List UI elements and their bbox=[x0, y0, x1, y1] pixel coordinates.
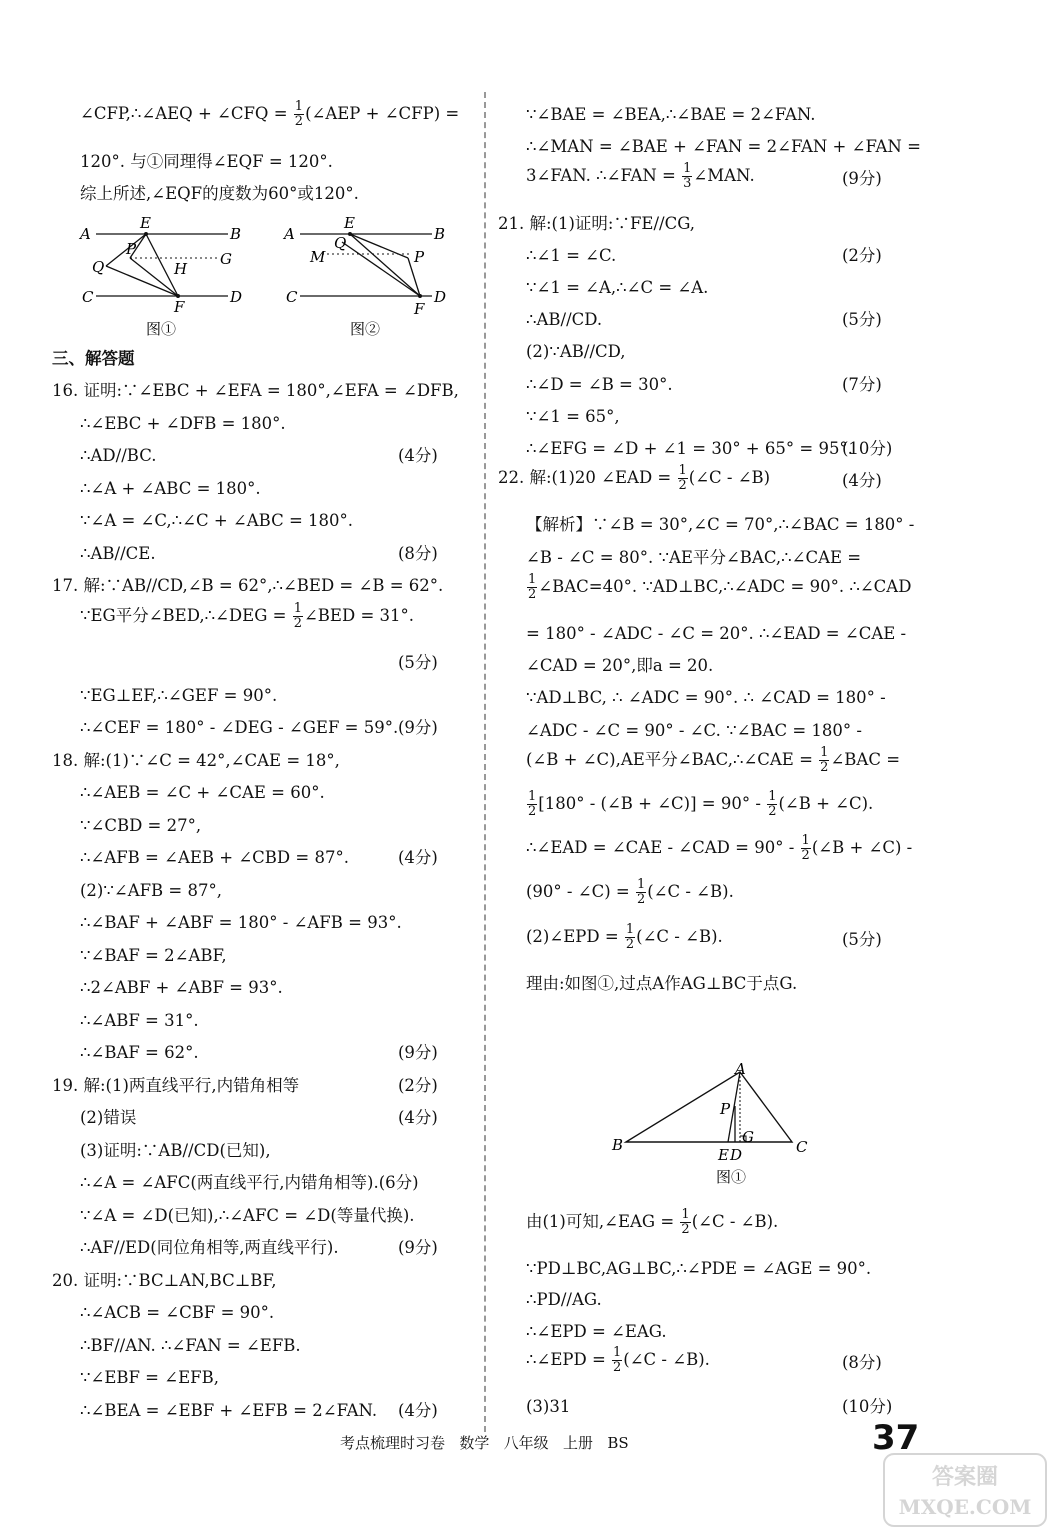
text-line: ∴PD//AG. bbox=[526, 1290, 602, 1309]
text-segment: (2)∠EPD = bbox=[526, 926, 624, 946]
score-label: (10分) bbox=[842, 439, 893, 458]
text-segment: 由(1)可知,∠EAG = bbox=[526, 1212, 680, 1231]
fraction bbox=[625, 923, 635, 952]
text-line: ∵EG⊥EF,∴∠GEF = 90°. bbox=[80, 685, 278, 705]
fraction-denominator: 3 bbox=[683, 176, 692, 192]
text-line: ∴∠BEA = ∠EBF + ∠EFB = 2∠FAN. bbox=[80, 1400, 378, 1420]
score-label: (8分) bbox=[398, 543, 438, 563]
text-segment: ∠BAC=40°. ∵AD⊥BC,∴∠ADC = 90°. ∴∠CAD bbox=[538, 576, 912, 596]
text-line bbox=[526, 746, 900, 775]
tri-label-e: E bbox=[718, 1146, 729, 1164]
fig1-label-b: B bbox=[230, 225, 242, 243]
text-line: ∴∠AEB = ∠C + ∠CAE = 60°. bbox=[80, 783, 325, 802]
text-line bbox=[80, 100, 459, 129]
fraction-denominator: 2 bbox=[678, 478, 687, 494]
fraction-denominator: 2 bbox=[613, 1360, 622, 1375]
score-label: (4分) bbox=[398, 1108, 438, 1127]
text-line: ∴∠AFB = ∠AEB + ∠CBD = 87°. bbox=[80, 848, 349, 867]
text-line: ∵AD⊥BC, ∴ ∠ADC = 90°. ∴ ∠CAD = 180° - bbox=[526, 688, 886, 708]
fraction-denominator: 2 bbox=[528, 804, 537, 819]
text-segment: (∠C - ∠B). bbox=[691, 1212, 779, 1231]
fig2-label-m: M bbox=[310, 248, 326, 266]
text-segment: ∠BED = 31°. bbox=[303, 605, 415, 625]
fig2-label-f: F bbox=[414, 300, 425, 318]
text-line: ∵∠1 = 65°, bbox=[526, 406, 620, 426]
footer-book: 考点梳理时习卷 bbox=[340, 1434, 446, 1452]
text-line: = 180° - ∠ADC - ∠C = 20°. ∴∠EAD = ∠CAE - bbox=[526, 624, 907, 643]
text-line bbox=[80, 151, 333, 173]
score-label: (9分) bbox=[398, 1238, 438, 1257]
tri-label-g: G bbox=[742, 1128, 754, 1146]
footer-grade: 八年级 bbox=[503, 1434, 549, 1452]
fraction-denominator: 2 bbox=[681, 1222, 690, 1237]
page-footer bbox=[340, 1432, 629, 1453]
text-segment: (∠C - ∠B). bbox=[636, 926, 723, 946]
text-segment: ∴∠EAD = ∠CAE - ∠CAD = 90° - bbox=[526, 838, 800, 858]
text-line bbox=[526, 834, 912, 863]
watermark-logo bbox=[880, 1450, 1050, 1530]
fraction-numerator: 1 bbox=[801, 833, 810, 849]
text-line: ∴∠1 = ∠C. bbox=[526, 245, 617, 265]
text-line bbox=[526, 878, 734, 907]
text-line: (2)∵∠AFB = 87°, bbox=[80, 880, 222, 900]
fig1-label-a: A bbox=[80, 225, 91, 243]
fraction bbox=[678, 464, 688, 493]
tri-caption: 图① bbox=[716, 1168, 747, 1186]
page-number: 37 bbox=[872, 1418, 920, 1458]
text-line: ∴AB//CD. bbox=[526, 310, 603, 330]
fig1-label-p: P bbox=[126, 240, 137, 258]
footer-volume: 上册 bbox=[562, 1434, 593, 1452]
fraction bbox=[767, 790, 777, 819]
fraction-denominator: 2 bbox=[768, 804, 777, 819]
text-line: ∴∠BAF + ∠ABF = 180° - ∠AFB = 93°. bbox=[80, 913, 402, 932]
score-label: (5分) bbox=[398, 653, 438, 672]
text-line: ∴2∠ABF + ∠ABF = 93°. bbox=[80, 978, 283, 997]
text-line: ∵∠EBF = ∠EFB, bbox=[80, 1368, 219, 1387]
text-line: 【解析】∵∠B = 30°,∠C = 70°,∴∠BAC = 180° - bbox=[526, 515, 915, 535]
text-line: 17. 解:∵AB//CD,∠B = 62°,∴∠BED = ∠B = 62°. bbox=[52, 576, 444, 595]
score-label: (10分) bbox=[842, 1396, 893, 1416]
fraction bbox=[819, 746, 829, 775]
text-segment: ∠CFP,∴∠AEQ + ∠CFQ = bbox=[80, 104, 293, 123]
text-line bbox=[526, 162, 755, 191]
text-line: 18. 解:(1)∵∠C = 42°,∠CAE = 18°, bbox=[52, 750, 340, 770]
text-line: 20. 证明:∵BC⊥AN,BC⊥BF, bbox=[52, 1270, 277, 1290]
fraction-numerator: 1 bbox=[683, 161, 692, 177]
text-segment: (∠AEP + ∠CFP) = bbox=[305, 104, 460, 123]
text-line: 理由:如图①,过点A作AG⊥BC于点G. bbox=[526, 973, 798, 993]
text-line: (3)31 bbox=[526, 1396, 571, 1416]
text-line bbox=[80, 183, 359, 205]
fraction bbox=[612, 1346, 622, 1375]
text-line: 21. 解:(1)证明:∵FE//CG, bbox=[498, 213, 696, 233]
fraction-denominator: 2 bbox=[293, 615, 302, 631]
fraction-denominator: 2 bbox=[625, 936, 635, 952]
score-label: (5分) bbox=[842, 310, 882, 330]
fig1-label-c: C bbox=[82, 288, 94, 306]
column-divider bbox=[484, 92, 486, 1432]
fig2-label-c: C bbox=[286, 288, 298, 306]
text-line: ∵∠BAE = ∠BEA,∴∠BAE = 2∠FAN. bbox=[526, 105, 816, 124]
fraction-numerator: 1 bbox=[681, 1207, 690, 1222]
fig2-label-q: Q bbox=[334, 234, 347, 252]
fig1-label-e: E bbox=[140, 214, 151, 232]
score-label: (9分) bbox=[842, 169, 882, 189]
fig1-caption: 图① bbox=[146, 320, 177, 338]
text-line: ∵∠A = ∠D(已知),∴∠AFC = ∠D(等量代换). bbox=[80, 1205, 415, 1225]
fraction-denominator: 2 bbox=[294, 114, 304, 129]
fraction-numerator: 1 bbox=[768, 789, 777, 804]
fraction-numerator: 1 bbox=[293, 600, 302, 616]
fraction bbox=[527, 573, 537, 602]
svg-text:MXQE.COM: MXQE.COM bbox=[898, 1495, 1032, 1519]
text-line: ∴AD//BC. bbox=[80, 446, 157, 465]
text-segment: 22. 解:(1)20 ∠EAD = bbox=[498, 468, 677, 488]
text-segment: (∠B + ∠C). bbox=[778, 794, 874, 813]
section-heading: 三、解答题 bbox=[52, 349, 135, 368]
text-segment: (∠B + ∠C),AE平分∠BAC,∴∠CAE = bbox=[526, 749, 819, 769]
footer-subject: 数学 bbox=[459, 1434, 490, 1452]
text-line: 16. 证明:∵∠EBC + ∠EFA = 180°,∠EFA = ∠DFB, bbox=[52, 381, 459, 400]
text-line bbox=[526, 790, 873, 819]
fraction-denominator: 2 bbox=[820, 759, 829, 775]
fraction-denominator: 2 bbox=[801, 848, 810, 864]
text-line: (2)∵AB//CD, bbox=[526, 342, 626, 362]
text-line: ∵∠BAF = 2∠ABF, bbox=[80, 945, 227, 965]
text-line: 19. 解:(1)两直线平行,内错角相等 bbox=[52, 1075, 300, 1095]
text-line: ∴∠BAF = 62°. bbox=[80, 1043, 199, 1062]
fraction-numerator: 1 bbox=[625, 921, 635, 937]
fraction bbox=[527, 790, 537, 819]
text-line: ∴∠A + ∠ABC = 180°. bbox=[80, 478, 261, 498]
text-line: ∴BF//AN. ∴∠FAN = ∠EFB. bbox=[80, 1335, 301, 1355]
text-line: ∵∠CBD = 27°, bbox=[80, 815, 202, 835]
text-line: ∴∠ACB = ∠CBF = 90°. bbox=[80, 1303, 275, 1322]
tri-label-a: A bbox=[735, 1060, 746, 1078]
text-line: ∵PD⊥BC,AG⊥BC,∴∠PDE = ∠AGE = 90°. bbox=[526, 1258, 872, 1278]
text-segment: 3∠FAN. ∴∠FAN = bbox=[526, 166, 682, 186]
fraction bbox=[293, 602, 303, 631]
score-label: (4分) bbox=[398, 1400, 438, 1420]
fraction bbox=[680, 1208, 690, 1237]
text-line: ∵∠A = ∠C,∴∠C + ∠ABC = 180°. bbox=[80, 511, 354, 530]
score-label: (8分) bbox=[842, 1353, 882, 1372]
score-label: (4分) bbox=[398, 446, 438, 465]
text-line bbox=[526, 1208, 778, 1237]
fig1-label-q: Q bbox=[92, 258, 105, 276]
fig2-label-p: P bbox=[414, 248, 425, 266]
text-line: ∴∠EFG = ∠D + ∠1 = 30° + 65° = 95°. bbox=[526, 439, 853, 458]
tri-label-d: D bbox=[730, 1146, 743, 1164]
text-segment: (∠C - ∠B). bbox=[623, 1350, 710, 1369]
fig2-label-e: E bbox=[344, 214, 355, 232]
fraction-denominator: 2 bbox=[528, 586, 537, 602]
text-line: ∠ADC - ∠C = 90° - ∠C. ∵∠BAC = 180° - bbox=[526, 720, 862, 740]
text-segment: ∠BAC = bbox=[830, 749, 901, 769]
fraction-numerator: 1 bbox=[678, 463, 687, 479]
text-line bbox=[498, 464, 770, 493]
figure-2 bbox=[282, 210, 457, 340]
text-line: ∠B - ∠C = 80°. ∵AE平分∠BAC,∴∠CAE = bbox=[526, 547, 862, 567]
text-line: ∴∠EBC + ∠DFB = 180°. bbox=[80, 413, 286, 433]
figure-1 bbox=[78, 210, 253, 340]
score-label: (9分) bbox=[398, 718, 438, 737]
tri-label-p: P bbox=[720, 1100, 731, 1118]
text-line: ∴∠D = ∠B = 30°. bbox=[526, 374, 673, 394]
fig1-label-f: F bbox=[174, 298, 185, 316]
text-line: ∴AF//ED(同位角相等,两直线平行). bbox=[80, 1238, 339, 1257]
tri-label-b: B bbox=[612, 1136, 624, 1154]
fraction bbox=[801, 834, 811, 863]
text-segment: [180° - (∠B + ∠C)] = 90° - bbox=[538, 794, 767, 813]
fig1-label-g: G bbox=[220, 250, 232, 268]
fraction-numerator: 1 bbox=[613, 1345, 622, 1360]
text-segment: ∵EG平分∠BED,∴∠DEG = bbox=[80, 605, 292, 625]
text-line: (2)错误 bbox=[80, 1108, 137, 1127]
score-label: (7分) bbox=[842, 374, 882, 394]
text-line: ∴∠EPD = ∠EAG. bbox=[526, 1321, 667, 1341]
score-label: (4分) bbox=[398, 848, 438, 867]
footer-edition: BS bbox=[607, 1434, 629, 1452]
svg-text:答案圈: 答案圈 bbox=[931, 1464, 999, 1490]
text-segment: (∠C - ∠B) bbox=[688, 468, 771, 488]
text-segment: 120°. 与①同理得∠EQF = 120°. bbox=[80, 151, 333, 171]
text-line bbox=[526, 573, 911, 602]
score-label: (2分) bbox=[842, 245, 882, 265]
text-line bbox=[526, 923, 723, 952]
fraction-numerator: 1 bbox=[636, 877, 646, 893]
text-line: ∴∠A = ∠AFC(两直线平行,内错角相等).(6分) bbox=[80, 1173, 419, 1192]
text-line: ∴AB//CE. bbox=[80, 543, 156, 563]
fig2-label-d: D bbox=[434, 288, 447, 306]
fraction-denominator: 2 bbox=[636, 892, 646, 908]
score-label: (4分) bbox=[842, 471, 882, 491]
fraction bbox=[636, 878, 646, 907]
score-label: (2分) bbox=[398, 1075, 438, 1095]
text-segment: ∠MAN. bbox=[693, 166, 755, 186]
text-segment: (∠B + ∠C) - bbox=[811, 838, 913, 858]
score-label: (5分) bbox=[842, 929, 882, 949]
text-line: (3)证明:∵AB//CD(已知), bbox=[80, 1140, 271, 1160]
text-line: ∴∠ABF = 31°. bbox=[80, 1010, 199, 1030]
text-line bbox=[80, 602, 414, 631]
fraction bbox=[682, 162, 692, 191]
text-line: ∵∠1 = ∠A,∴∠C = ∠A. bbox=[526, 278, 709, 297]
text-line: ∴∠CEF = 180° - ∠DEG - ∠GEF = 59°. bbox=[80, 718, 399, 737]
text-segment: ∴∠EPD = bbox=[526, 1350, 612, 1369]
fraction-numerator: 1 bbox=[528, 571, 537, 587]
score-label: (9分) bbox=[398, 1043, 438, 1062]
fig2-caption: 图② bbox=[350, 320, 381, 338]
fraction-numerator: 1 bbox=[294, 99, 304, 114]
fig1-label-h: H bbox=[174, 260, 188, 278]
fraction-numerator: 1 bbox=[528, 789, 537, 804]
text-segment: (∠C - ∠B). bbox=[647, 882, 734, 902]
text-line bbox=[526, 1346, 710, 1375]
text-segment: (90° - ∠C) = bbox=[526, 882, 635, 902]
text-line: ∴∠MAN = ∠BAE + ∠FAN = 2∠FAN + ∠FAN = bbox=[526, 137, 921, 157]
text-segment: 综上所述,∠EQF的度数为60°或120°. bbox=[80, 184, 359, 203]
fig2-label-b: B bbox=[434, 225, 446, 243]
fraction bbox=[294, 100, 304, 129]
figure-triangle bbox=[610, 1060, 820, 1190]
fraction-numerator: 1 bbox=[820, 744, 829, 760]
fig2-label-a: A bbox=[284, 225, 295, 243]
tri-label-c: C bbox=[796, 1138, 808, 1156]
fig1-label-d: D bbox=[230, 288, 243, 306]
text-line: ∠CAD = 20°,即a = 20. bbox=[526, 656, 714, 676]
